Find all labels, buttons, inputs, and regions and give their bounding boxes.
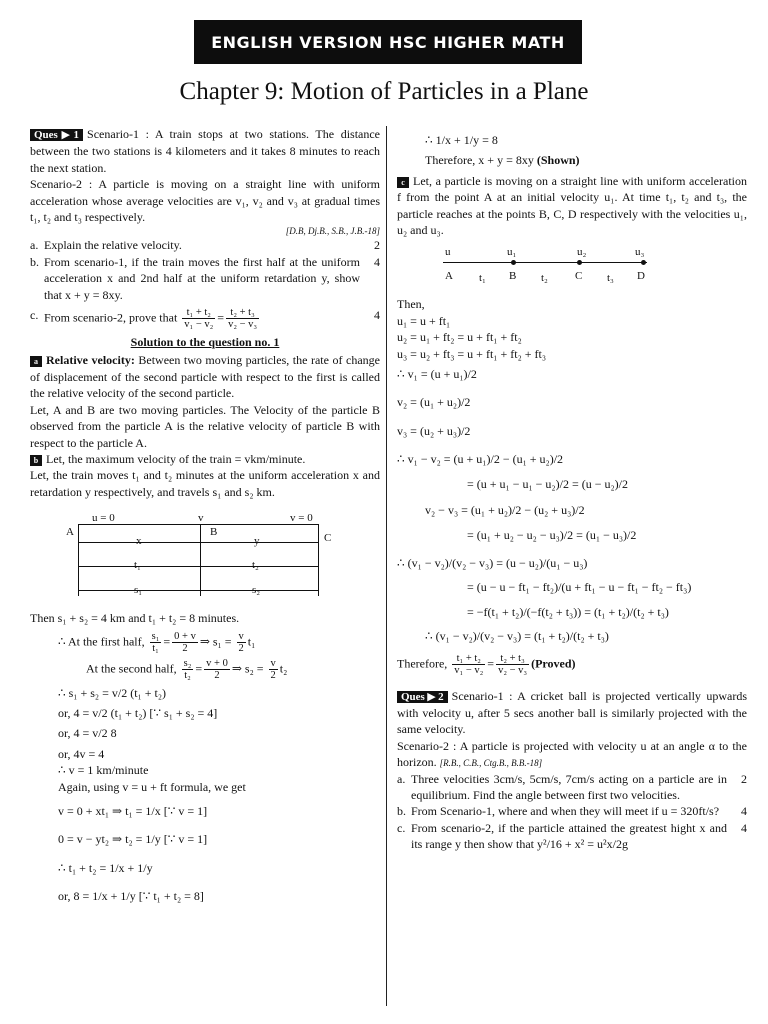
banner-text: ENGLISH VERSION HSC HIGHER MATH <box>211 32 565 52</box>
fraction: $\frac{\text{t₁ + t₂}}{\text{v₁ − v₂}}$ <box>184 307 214 331</box>
train-diagram: u = 0 v v = 0 A B C x y t₁ t₂ s₁ s₂ <box>66 512 332 597</box>
equation: u₁ = u + ft₁ <box>397 313 451 328</box>
equation: 0 = v − yt₂ ⇒ t₂ = 1/y [∵ v = 1] <box>58 832 208 847</box>
equation: u₃ = u₂ + ft₃ = u + ft₁ + ft₂ + ft₃ <box>397 346 547 361</box>
equation: = −f(t₁ + t₂)/(−f(t₂ + t₃)) = (t₁ + t₂)/(t₂ + t₃) <box>467 604 669 619</box>
column-divider <box>386 126 387 1006</box>
equation: At the second half, $\frac{\text{s₂}}{\text{t₂}}$ = $\frac{v + 0}{2}$ ⇒ s₂ = $\frac{v}{2}$ t₂ <box>86 657 288 681</box>
equation: v₃ = (u₂ + u₃)/2 <box>397 423 471 438</box>
equation: or, 4 = v/2 (t₁ + t₂) [∵ s₁ + s₂ = 4] <box>58 705 218 720</box>
motion-line-diagram: u u₁ u₂ u₃ A t₁ B t₂ C t₃ D <box>437 244 677 290</box>
equation: Therefore, x + y = 8xy (Shown) <box>425 153 580 168</box>
equation: ∴ (v₁ − v₂)/(v₂ − v₃) = (t₁ + t₂)/(t₂ + t₃) <box>425 629 609 644</box>
part-c-marker: c <box>397 177 409 188</box>
equation: or, 8 = 1/x + 1/y [∵ t₁ + t₂ = 8] <box>58 889 204 904</box>
right-column <box>397 126 747 853</box>
equation: ∴ t₁ + t₂ = 1/x + 1/y <box>58 860 153 875</box>
equation: ∴ At the first half, $\frac{\text{s₁}}{\text{t₁}}$ = $\frac{0 + v}{2}$ ⇒ s₁ = $\frac{v}{2}$ t₁ <box>58 630 256 654</box>
q1-reference: [D.B, Dj.B., S.B., J.B.-18] <box>285 226 380 237</box>
fraction: $\frac{\text{t₂ + t₃}}{\text{v₂ − v₃}}$ <box>228 307 258 331</box>
part-b-marker: b <box>30 455 42 466</box>
equation: v = 0 + xt₁ ⇒ t₁ = 1/x [∵ v = 1] <box>58 803 208 818</box>
equation: = (u + u₁ − u₁ − u₂)/2 = (u − u₂)/2 <box>467 476 628 491</box>
chapter-title: Chapter 9: Motion of Particles in a Plane <box>179 78 589 105</box>
q1-part-a: a. Explain the relative velocity. 2 <box>30 238 380 253</box>
header-banner <box>194 20 582 64</box>
part-a-marker: a <box>30 356 42 367</box>
q1-part-b: b. From scenario-1, if the train moves the first half at the uniform acceleration x and 2nd half at the uniform retardation y, show that x + y = 8xy. 4 <box>30 254 380 302</box>
equation: u₂ = u₁ + ft₂ = u + ft₁ + ft₂ <box>397 330 522 345</box>
equation: = (u₁ + u₂ − u₂ − u₃)/2 = (u₁ − u₃)/2 <box>467 527 637 542</box>
left-column <box>30 126 380 909</box>
equation: Therefore, $\frac{\text{t₁ + t₂}}{\text{v₁ − v₂}}$ = $\frac{\text{t₂ + t₃}}{\text{v₂ − v₃}}$ (Proved) <box>397 652 576 676</box>
equation: Again, using v = u + ft formula, we get <box>58 779 246 794</box>
q1-scenario1: Ques▶1 Scenario-1 : A train stops at two stations. The distance between the two stations is 4 kilometers and it takes 8 minutes to reach the next station. <box>30 127 381 175</box>
q1-scenario2: Scenario-2 : A particle is moving on a straight line with uniform acceleration whose average velocities are v₁, v₂ and v₃ at gradual times t₁, t₂ and t₃ respectively. <box>30 177 380 225</box>
equation: ∴ v₁ − v₂ = (u + u₁)/2 − (u₁ + u₂)/2 <box>397 452 564 467</box>
solution-b: b Let, the maximum velocity of the train = vkm/minute. <box>30 451 380 467</box>
question-tag: Ques▶1 <box>30 129 83 141</box>
equation: ∴ (v₁ − v₂)/(v₂ − v₃) = (u − u₂)/(u₁ − u₃) <box>397 555 588 570</box>
equation: ∴ 1/x + 1/y = 8 <box>425 133 498 147</box>
q2-scenario2: Scenario-2 : A particle is projected with velocity u at an angle α to the horizon. [R.B., C.B., Ctg.B., B.B.-18] <box>397 738 747 770</box>
equation: or, 4v = 4 <box>58 746 105 761</box>
solution-title: Solution to the question no. 1 <box>130 335 280 350</box>
solution-a-text2: Let, A and B are two moving particles. The Velocity of the particle B observed from the particle A is the relative velocity of particle B with respect to the particle A. <box>30 402 380 450</box>
solution-b-text2: Let, the train moves t₁ and t₂ minutes at the uniform acceleration x and retardation y respectively, and travels s₁ and s₂ km. <box>30 468 380 499</box>
equation: Then, <box>397 297 425 312</box>
q1-part-c: c. From scenario-2, prove that $\frac{\text{t₁ + t₂}}{\text{v₁ − v₂}}$ = $\frac{\text{t₂ + t₃}}{\text{v₂ − v₃}}$ 4 <box>30 307 380 331</box>
equation: or, 4 = v/2 8 <box>58 726 117 741</box>
equation: ∴ v = 1 km/minute <box>58 763 149 778</box>
q2-part-c: c. From scenario-2, if the particle attained the greatest hight x and its range y then show that y²/16 + x² = u²x/2g 4 <box>397 820 747 852</box>
equation: Then s₁ + s₂ = 4 km and t₁ + t₂ = 8 minutes. <box>30 611 240 626</box>
equation: ∴ s₁ + s₂ = v/2 (t₁ + t₂) <box>58 685 167 700</box>
q2-part-b: b. From Scenario-1, where and when they will meet if u = 320ft/s? 4 <box>397 804 747 819</box>
solution-a: a Relative velocity: Between two moving particles, the rate of change of displacement of the second particle with respect to the first is called the relative velocity of the second particle. <box>30 353 380 401</box>
equation: v₂ = (u₁ + u₂)/2 <box>397 395 471 410</box>
equation: v₂ − v₃ = (u₁ + u₂)/2 − (u₂ + u₃)/2 <box>425 503 585 518</box>
equation: = (u − u − ft₁ − ft₂)/(u + ft₁ − u − ft₁ − ft₂ − ft₃) <box>467 580 692 595</box>
q2-scenario1: Ques▶2 Scenario-1 : A cricket ball is projected vertically upwards with velocity u, after 5 secs another ball is similarly projected with the same velocity. <box>397 688 747 737</box>
question-tag: Ques▶2 <box>397 691 448 703</box>
solution-c: c Let, a particle is moving on a straight line with uniform acceleration f from the point A at an initial velocity u₁. At time t₁, t₂ and t₃, the particle reaches at the points B, C, D respectively with the velocities u₁, u₂ and u₃. <box>397 173 747 238</box>
q2-part-a: a. Three velocities 3cm/s, 5cm/s, 7cm/s acting on a particle are in equilibrium. Find the angle between first two velocities. 2 <box>397 771 747 802</box>
equation: ∴ v₁ = (u + u₁)/2 <box>397 367 477 382</box>
